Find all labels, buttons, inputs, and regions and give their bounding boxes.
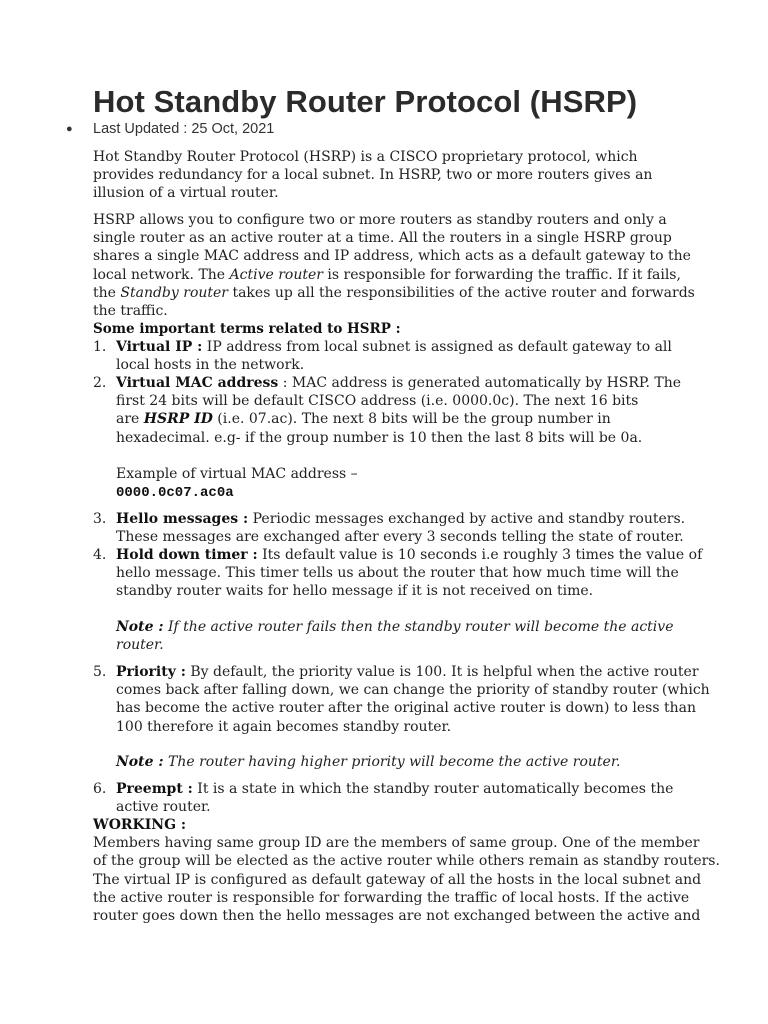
working-heading: WORKING : xyxy=(93,817,187,833)
list-item-hello-messages: Hello messages : Periodic messages exchanged by active and standby routers. These messages are exchanged after every 3 seconds telling the state of router. xyxy=(116,511,686,546)
last-updated xyxy=(66,121,274,137)
terms-heading: Some important terms related to HSRP : xyxy=(93,321,401,337)
list-item-hold-down-timer: Hold down timer : Its default value is 10 seconds i.e roughly 3 times the value of hello message. This timer tells us about the router that how much time will the standby router waits for hello message if it is not received on time. xyxy=(116,547,703,600)
list-item-virtual-mac: Virtual MAC address : MAC address is generated automatically by HSRP. The first 24 bits will be default CISCO address (i.e. 0000.0c). The next 16 bits are HSRP ID (i.e. 07.ac). The next 8 bits will be the group number in hexadecimal. e.g- if the group number is 10 then the last 8 bits will be 0a. xyxy=(116,375,682,446)
note-hold-down-timer: Note : If the active router fails then the standby router will become the active router. xyxy=(116,619,674,654)
bullet-icon: ● xyxy=(66,123,73,135)
active-router-term: Active router xyxy=(229,266,323,283)
list-number-2: 2. xyxy=(93,375,107,391)
mac-example-value: 0000.0c07.ac0a xyxy=(116,485,234,502)
working-section: WORKING : Members having same group ID are the members of same group. One of the member of the group will be elected as the active router while others remain as standby routers. The virtual IP is configured as default gateway of all the hosts in the local subnet and the active router is responsible for forwarding the traffic of local hosts. If the active router goes down then the hello messages are not exchanged between the active and xyxy=(93,817,720,924)
standby-router-term: Standby router xyxy=(120,284,228,301)
list-item-preempt: Preempt : It is a state in which the standby router automatically becomes the active router. xyxy=(116,781,674,816)
list-number-3: 3. xyxy=(93,511,107,527)
hsrp-id-term: HSRP ID xyxy=(143,411,213,428)
list-item-virtual-ip: Virtual IP : IP address from local subnet is assigned as default gateway to all local hosts in the network. xyxy=(116,339,672,374)
list-item-priority: Priority : By default, the priority value is 100. It is helpful when the active router comes back after falling down, we can change the priority of standby router (which has become the active router after the original active router is down) to less than 100 therefore it again becomes standby router. xyxy=(116,664,710,735)
list-number-1: 1. xyxy=(93,339,107,355)
last-updated-text: Last Updated : 25 Oct, 2021 xyxy=(93,121,275,137)
list-number-6: 6. xyxy=(93,781,107,797)
mac-example: Example of virtual MAC address – 0000.0c07.ac0a xyxy=(116,466,358,502)
intro-paragraph: Hot Standby Router Protocol (HSRP) is a CISCO proprietary protocol, which provides redundancy for a local subnet. In HSRP, two or more routers gives an illusion of a virtual router. xyxy=(93,149,653,202)
note-priority: Note : The router having higher priority will become the active router. xyxy=(116,754,621,770)
list-number-4: 4. xyxy=(93,547,107,563)
page-title: Hot Standby Router Protocol (HSRP) xyxy=(93,84,638,119)
hsrp-paragraph: HSRP allows you to configure two or more routers as standby routers and only a single router as an active router at a time. All the routers in a single HSRP group shares a single MAC address and IP address, which acts as a default gateway to the local network. The Active router is responsible for forwarding the traffic. If it fails, the Standby router takes up all the responsibilities of the active router and forwards the traffic. xyxy=(93,212,695,319)
list-number-5: 5. xyxy=(93,664,107,680)
